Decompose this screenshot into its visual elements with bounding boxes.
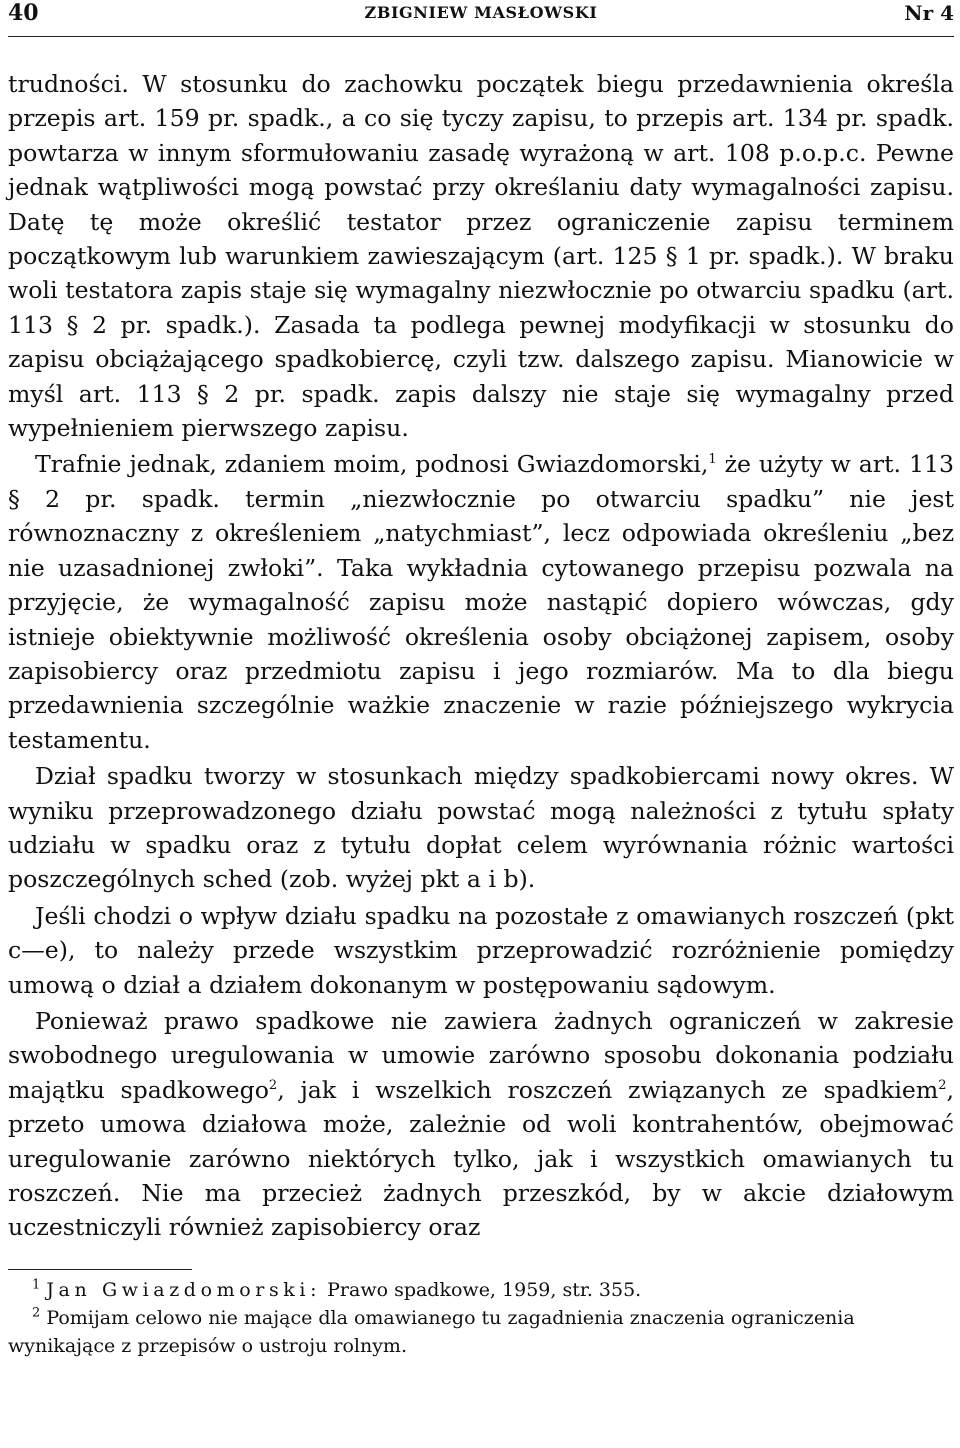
footnote-2-text: Pomijam celowo nie mające dla omawianego tu zagadnienia znaczenia ograniczenia wynikające z przepisów o ustroju rolnym.	[8, 1306, 855, 1357]
footnote-rule	[8, 1269, 192, 1270]
body-text	[8, 67, 954, 1245]
page-number: 40	[8, 0, 39, 26]
running-title: ZBIGNIEW MASŁOWSKI	[364, 3, 598, 22]
footnote-1-author: Jan Gwiazdomorski:	[46, 1278, 322, 1301]
footnote-ref-1[interactable]: 1	[708, 452, 717, 468]
paragraph-2-part-2: że użyty w art. 113 § 2 pr. spadk. termin „niezwłocznie po otwarciu spadku” nie jest równoznaczny z określeniem „natychmiast”, lecz odpowiada określeniu „bez nie uzasadnionej zwłoki”. Taka wykładnia cytowanego przepisu pozwala na przyjęcie, że wymagalność zapisu może nastąpić dopiero wówczas, gdy istnieje obiektywnie możliwość określenia osoby obciążonej zapisem, osoby zapisobiercy oraz przedmiotu zapisu i jego rozmiarów. Ma to dla biegu przedawnienia szczególnie ważkie znaczenie w razie późniejszego wykrycia testamentu.	[8, 450, 955, 754]
paragraph-5	[8, 1004, 954, 1245]
footnotes	[8, 1276, 954, 1360]
footnote-1-text: Prawo spadkowe, 1959, str. 355.	[321, 1278, 642, 1301]
footnote-2	[8, 1304, 954, 1360]
issue-number: Nr 4	[904, 1, 954, 25]
paragraph-2	[8, 447, 954, 757]
footnote-ref-2a[interactable]: 2	[268, 1077, 278, 1093]
paragraph-5-part-2: , jak i wszelkich roszczeń związanych ze spadkiem	[277, 1075, 939, 1104]
paragraph-1: trudności. W stosunku do zachowku początek biegu przedawnienia określa przepis art. 159 pr. spadk., a co się tyczy zapisu, to przepis art. 134 pr. spadk. powtarza w innym sformułowaniu zasadę wyrażoną w art. 108 p.o.p.c. Pewne jednak wątpliwości mogą powstać przy określaniu daty wymagalności zapisu. Datę tę może określić testator przez ograniczenie zapisu terminem początkowym lub warunkiem zawieszającym (art. 125 § 1 pr. spadk.). W braku woli testatora zapis staje się wymagalny niezwłocznie po otwarciu spadku (art. 113 § 2 pr. spadk.). Zasada ta podlega pewnej modyfikacji w stosunku do zapisu obciążającego spadkobiercę, czyli tzw. dalszego zapisu. Mianowicie w myśl art. 113 § 2 pr. spadk. zapis dalszy nie staje się wymagalny przed wypełnieniem pierwszego zapisu.	[8, 70, 954, 443]
footnote-2-mark: 2	[32, 1305, 41, 1321]
footnote-1	[8, 1276, 954, 1304]
paragraph-5-part-3: , przeto umowa działowa może, zależnie od woli kontrahentów, obejmować uregulowanie zarówno niektórych tylko, jak i wszystkich omawianych tu roszczeń. Nie ma przecież żadnych przeszkód, by w akcie działowym uczestniczyli również zapisobiercy oraz	[8, 1075, 954, 1242]
paragraph-4: Jeśli chodzi o wpływ działu spadku na pozostałe z omawianych roszczeń (pkt c—e), to należy przede wszystkim przeprowadzić rozróżnienie pomiędzy umową o dział a działem dokonanym w postępowaniu sądowym.	[8, 901, 954, 999]
paragraph-3: Dział spadku tworzy w stosunkach między spadkobiercami nowy okres. W wyniku przeprowadzonego działu powstać mogą należności z tytułu spłaty udziału w spadku oraz z tytułu dopłat celem wyrównania różnic wartości poszczególnych sched (zob. wyżej pkt a i b).	[8, 762, 954, 894]
paragraph-2-part-1: Trafnie jednak, zdaniem moim, podnosi Gwiazdomorski,	[35, 450, 709, 479]
paragraph-5-part-1: Ponieważ prawo spadkowe nie zawiera żadnych ograniczeń w zakresie swobodnego uregulowania w umowie zarówno sposobu dokonania podziału majątku spadkowego	[8, 1006, 954, 1104]
header-rule	[8, 36, 954, 37]
footnote-ref-2b[interactable]: 2	[938, 1077, 947, 1093]
running-header	[8, 0, 954, 34]
footnote-1-mark: 1	[32, 1277, 41, 1293]
